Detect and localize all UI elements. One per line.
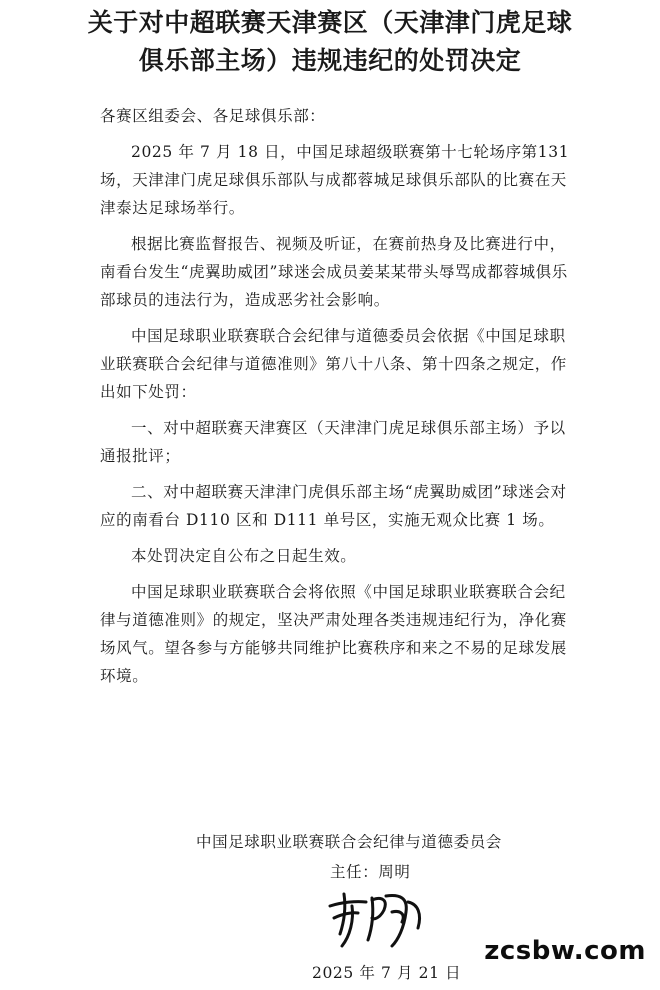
title-line-2: 俱乐部主场）违规违纪的处罚决定 xyxy=(138,46,522,75)
document-title xyxy=(0,4,660,80)
paragraph-incident: 根据比赛监督报告、视频及听证，在赛前热身及比赛进行中，南看台发生“虎翼助威团”球迷会成员姜某某带头辱骂成都蓉城俱乐部球员的违法行为，造成恶劣社会影响。 xyxy=(100,235,568,309)
salutation: 各赛区组委会、各足球俱乐部： xyxy=(100,107,326,125)
paragraph-effective: 本处罚决定自公布之日起生效。 xyxy=(131,547,357,565)
paragraph-match-info: 2025 年 7 月 18 日，中国足球超级联赛第十七轮场序第131 场，天津津门虎足球俱乐部队与成都蓉城足球俱乐部队的比赛在天津泰达足球场举行。 xyxy=(100,143,570,217)
paragraph-penalty-1: 一、对中超联赛天津赛区（天津津门虎足球俱乐部主场）予以通报批评； xyxy=(100,419,566,465)
signatory-organization: 中国足球职业联赛联合会纪律与道德委员会 xyxy=(196,833,502,851)
document-body xyxy=(100,102,570,698)
chair-line: 主任：周明 xyxy=(330,863,411,881)
paragraph-basis: 中国足球职业联赛联合会纪律与道德委员会依据《中国足球职业联赛联合会纪律与道德准则》第八十八条、第十四条之规定，作出如下处罚： xyxy=(100,327,567,401)
document-date: 2025 年 7 月 21 日 xyxy=(312,964,462,982)
site-watermark: zcsbw.com xyxy=(484,936,646,966)
paragraph-closing: 中国足球职业联赛联合会将依照《中国足球职业联赛联合会纪律与道德准则》的规定，坚决严肃处理各类违规违纪行为，净化赛场风气。望各参与方能够共同维护比赛秩序和来之不易的足球发展环境。 xyxy=(100,583,567,685)
handwritten-signature xyxy=(322,884,432,954)
paragraph-penalty-2: 二、对中超联赛天津津门虎俱乐部主场“虎翼助威团”球迷会对应的南看台 D110 区和 D111 单号区，实施无观众比赛 1 场。 xyxy=(100,483,567,529)
title-line-1: 关于对中超联赛天津赛区（天津津门虎足球 xyxy=(87,8,573,37)
